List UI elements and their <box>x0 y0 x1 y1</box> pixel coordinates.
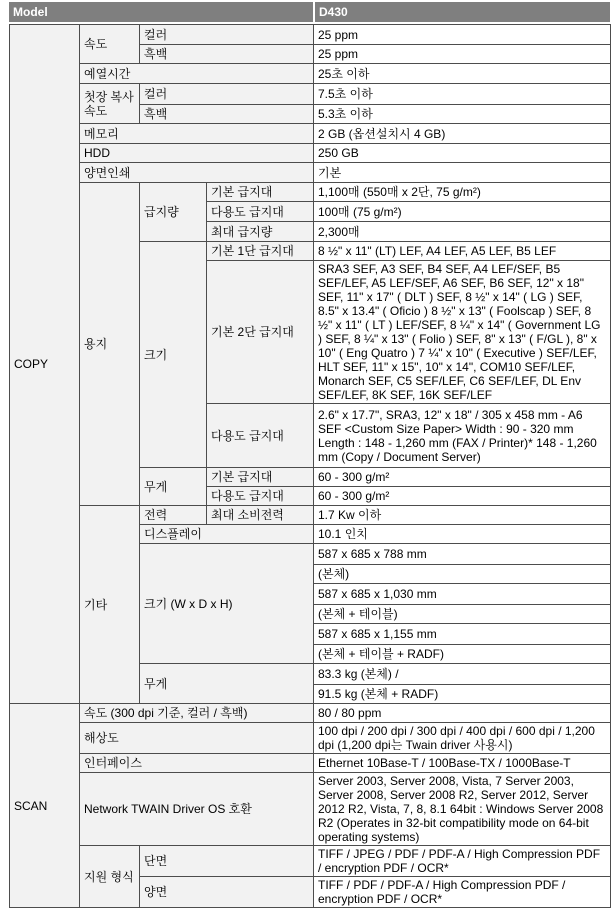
copy-speed-color-label: 컬러 <box>140 25 314 45</box>
paper-capacity-standard-value: 1,100매 (550매 x 2단, 75 g/m²) <box>314 183 611 202</box>
copy-speed-color-value: 25 ppm <box>314 25 611 45</box>
etc-dimensions-line-4: (본체 + 테이블) <box>314 605 611 624</box>
paper-weight-bypass-label: 다용도 급지대 <box>207 487 314 506</box>
copy-hdd-label: HDD <box>80 144 314 163</box>
paper-capacity-bypass-value: 100매 (75 g/m²) <box>314 202 611 222</box>
paper-weight-bypass-value: 60 - 300 g/m² <box>314 487 611 506</box>
copy-speed-bw-label: 흑백 <box>140 45 314 64</box>
copy-first-copy-color-label: 컬러 <box>140 84 314 105</box>
table-header-row <box>9 2 610 22</box>
scan-formats-label: 지원 형식 <box>80 846 140 908</box>
copy-duplex-label: 양면인쇄 <box>80 163 314 183</box>
etc-dimensions-line-3: 587 x 685 x 1,030 mm <box>314 584 611 605</box>
copy-duplex-value: 기본 <box>314 163 611 183</box>
paper-size-tray2-value: SRA3 SEF, A3 SEF, B4 SEF, A4 LEF/SEF, B5 SEF/LEF, A5 LEF/SEF, A6 SEF, B6 SEF, 12" x 18" SEF, 11" x 17" ( DLT ) SEF, 8 ½" x 14" ( LG ) SEF, 8.5" x 13.4" ( Oficio ) 8 ½" x 13" ( Foolscap ) SEF, 8 ½" x 11" ( LT ) LEF/SEF, 8 ¼" x 14" ( Government LG ) SEF, 8 ¼" x 13" ( Folio ) SEF, 8" x 13" ( F/GL ), 8" x 10" ( Eng Quatro ) 7 ¼" x 10" ( Executive ) SEF/LEF, HLT SEF, 11" x 15", 10" x 14", COM10 SEF/LEF, Monarch SEF, C5 SEF/LEF, C6 SEF/LEF, DL Env SEF/LEF, 8K SEF, 16K SEF/LEF <box>314 261 611 404</box>
scan-resolution-label: 해상도 <box>80 723 314 754</box>
etc-display-label: 디스플레이 <box>140 525 314 544</box>
etc-display-value: 10.1 인치 <box>314 525 611 544</box>
copy-speed-bw-value: 25 ppm <box>314 45 611 64</box>
etc-dimensions-line-5: 587 x 685 x 1,155 mm <box>314 624 611 645</box>
paper-capacity-standard-label: 기본 급지대 <box>207 183 314 202</box>
copy-speed-label: 속도 <box>80 25 140 64</box>
paper-capacity-max-value: 2,300매 <box>314 222 611 242</box>
scan-speed-label: 속도 (300 dpi 기준, 컬러 / 흑백) <box>80 704 314 723</box>
copy-first-copy-color-value: 7.5초 이하 <box>314 84 611 105</box>
paper-weight-standard-label: 기본 급지대 <box>207 468 314 487</box>
etc-weight-label: 무게 <box>140 664 314 704</box>
paper-capacity-label: 급지량 <box>140 183 207 242</box>
copy-section-cell: COPY <box>10 25 80 704</box>
scan-formats-duplex-value: TIFF / PDF / PDF-A / High Compression PDF / encryption PDF / OCR* <box>314 877 611 908</box>
scan-interface-label: 인터페이스 <box>80 754 314 773</box>
model-header-value: D430 <box>319 5 348 19</box>
etc-label: 기타 <box>80 506 140 704</box>
scan-twain-os-label: Network TWAIN Driver OS 호환 <box>80 773 314 846</box>
paper-weight-label: 무게 <box>140 468 207 506</box>
copy-hdd-value: 250 GB <box>314 144 611 163</box>
paper-capacity-bypass-label: 다용도 급지대 <box>207 202 314 222</box>
etc-dimensions-label: 크기 (W x D x H) <box>140 544 314 664</box>
spec-table <box>9 24 611 908</box>
copy-memory-label: 메모리 <box>80 124 314 144</box>
model-header-label: Model <box>13 5 48 19</box>
copy-warmup-label: 예열시간 <box>80 64 314 84</box>
paper-size-tray1-label: 기본 1단 급지대 <box>207 242 314 261</box>
copy-first-copy-bw-label: 흑백 <box>140 105 314 124</box>
scan-resolution-value: 100 dpi / 200 dpi / 300 dpi / 400 dpi / 600 dpi / 1,200 dpi (1,200 dpi는 Twain driver 사용시) <box>314 723 611 754</box>
scan-formats-simplex-value: TIFF / JPEG / PDF / PDF-A / High Compression PDF / encryption PDF / OCR* <box>314 846 611 877</box>
paper-size-label: 크기 <box>140 242 207 468</box>
paper-size-tray1-value: 8 ½" x 11" (LT) LEF, A4 LEF, A5 LEF, B5 LEF <box>314 242 611 261</box>
scan-interface-value: Ethernet 10Base-T / 100Base-TX / 1000Base-T <box>314 754 611 773</box>
scan-speed-value: 80 / 80 ppm <box>314 704 611 723</box>
etc-power-value: 1.7 Kw 이하 <box>314 506 611 525</box>
etc-power-label: 전력 <box>140 506 207 525</box>
etc-dimensions-line-6: (본체 + 테이블 + RADF) <box>314 645 611 664</box>
paper-weight-standard-value: 60 - 300 g/m² <box>314 468 611 487</box>
paper-size-bypass-label: 다용도 급지대 <box>207 404 314 468</box>
paper-size-bypass-value: 2.6" x 17.7", SRA3, 12" x 18" / 305 x 458 mm - A6 SEF <Custom Size Paper> Width : 90 - 320 mm Length : 148 - 1,260 mm (FAX / Printer)* 148 - 1,260 mm (Copy / Document Server) <box>314 404 611 468</box>
etc-power-sublabel: 최대 소비전력 <box>207 506 314 525</box>
etc-weight-line-1: 83.3 kg (본체) / <box>314 664 611 685</box>
paper-size-tray2-label: 기본 2단 급지대 <box>207 261 314 404</box>
copy-first-copy-label: 첫장 복사 속도 <box>80 84 140 124</box>
etc-weight-line-2: 91.5 kg (본체 + RADF) <box>314 685 611 704</box>
scan-formats-simplex-label: 단면 <box>140 846 314 877</box>
scan-section-cell: SCAN <box>10 704 80 908</box>
copy-memory-value: 2 GB (옵션설치시 4 GB) <box>314 124 611 144</box>
etc-dimensions-line-1: 587 x 685 x 788 mm <box>314 544 611 565</box>
scan-twain-os-value: Server 2003, Server 2008, Vista, 7 Server 2003, Server 2008, Server 2008 R2, Server 2012, Server 2012 R2, Vista, 7, 8, 8.1 64bit : Windows Server 2008 R2 (Operates in 32-bit compatibility mode on 64-bit operating systems) <box>314 773 611 846</box>
paper-label: 용지 <box>80 183 140 506</box>
copy-warmup-value: 25초 이하 <box>314 64 611 84</box>
copy-first-copy-bw-value: 5.3초 이하 <box>314 105 611 124</box>
scan-formats-duplex-label: 양면 <box>140 877 314 908</box>
etc-dimensions-line-2: (본체) <box>314 565 611 584</box>
paper-capacity-max-label: 최대 급지량 <box>207 222 314 242</box>
